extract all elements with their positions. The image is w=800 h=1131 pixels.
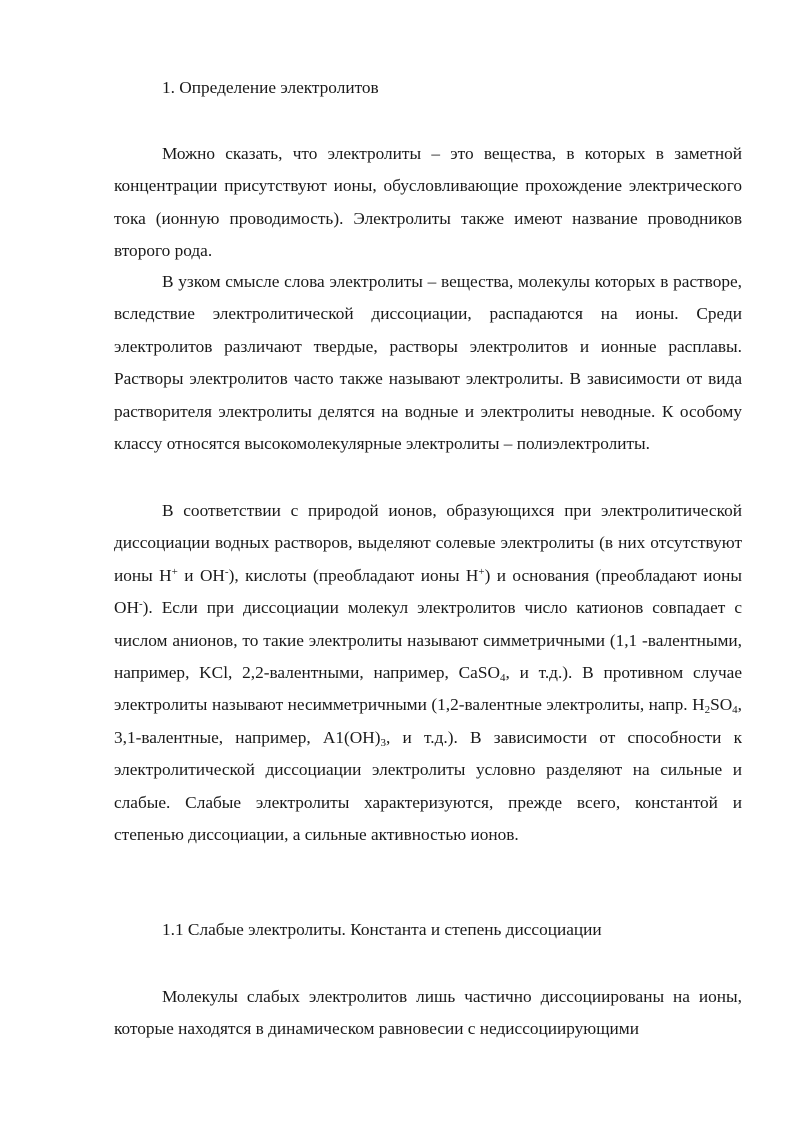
paragraph-weak-electrolytes: Молекулы слабых электролитов лишь частично диссоциированы на ионы, которые находятся в динамическом равновесии с недиссоциирующими [114, 987, 742, 1039]
paragraph-classification: В соответствии с природой ионов, образующихся при электролитической диссоциации водных растворов, выделяют солевые электролиты (в них отсутствуют ионы H+ и OH-), кислоты (преобладают ионы H+) и основания (преобладают ионы OH-). Если при диссоциации молекул электролитов число катионов совпадает с числом анионов, то такие электролиты называют симметричными (1,1 -валентными, например, KCl, 2,2-валентными, например, CaSO$_4$, и т.д.). В противном случае электролиты называют несимметричными (1,2-валентные электролиты, напр. $H_2SO_4$, 3,1-валентные, например, $A1(OH)_3$, и т.д.). В зависимости от способности к электролитической диссоциации электролиты условно разделяют на сильные и слабые. Слабые электролиты характеризуются, прежде всего, константой и степенью диссоциации, а сильные активностью ионов. [114, 501, 742, 845]
subsection-heading: 1.1 Слабые электролиты. Константа и степень диссоциации [162, 920, 602, 939]
superscript-charge: + [171, 565, 178, 578]
superscript-charge: + [478, 565, 485, 578]
subscript-index: 2 [704, 704, 711, 717]
subscript-index: 4 [499, 672, 506, 685]
section-heading: 1. Определение электролитов [162, 78, 379, 97]
paragraph-narrow-sense: В узком смысле слова электролиты – вещества, молекулы которых в растворе, вследствие электролитической диссоциации, распадаются на ионы. Среди электролитов различают твердые, растворы электролитов и ионные расплавы. Растворы электролитов часто также называют электролиты. В зависимости от вида растворителя электролиты делятся на водные и электролиты неводные. К особому классу относятся высокомолекулярные электролиты – полиэлектролиты. [114, 272, 742, 454]
superscript-charge: - [224, 565, 229, 578]
subscript-index: 3 [380, 736, 386, 749]
paragraph-definition: Можно сказать, что электролиты – это вещества, в которых в заметной концентрации присутствуют ионы, обусловливающие прохождение электрического тока (ионную проводимость). Электролиты также имеют название проводников второго рода. [114, 144, 742, 261]
superscript-charge: - [138, 598, 143, 611]
subscript-index: 4 [732, 704, 738, 717]
